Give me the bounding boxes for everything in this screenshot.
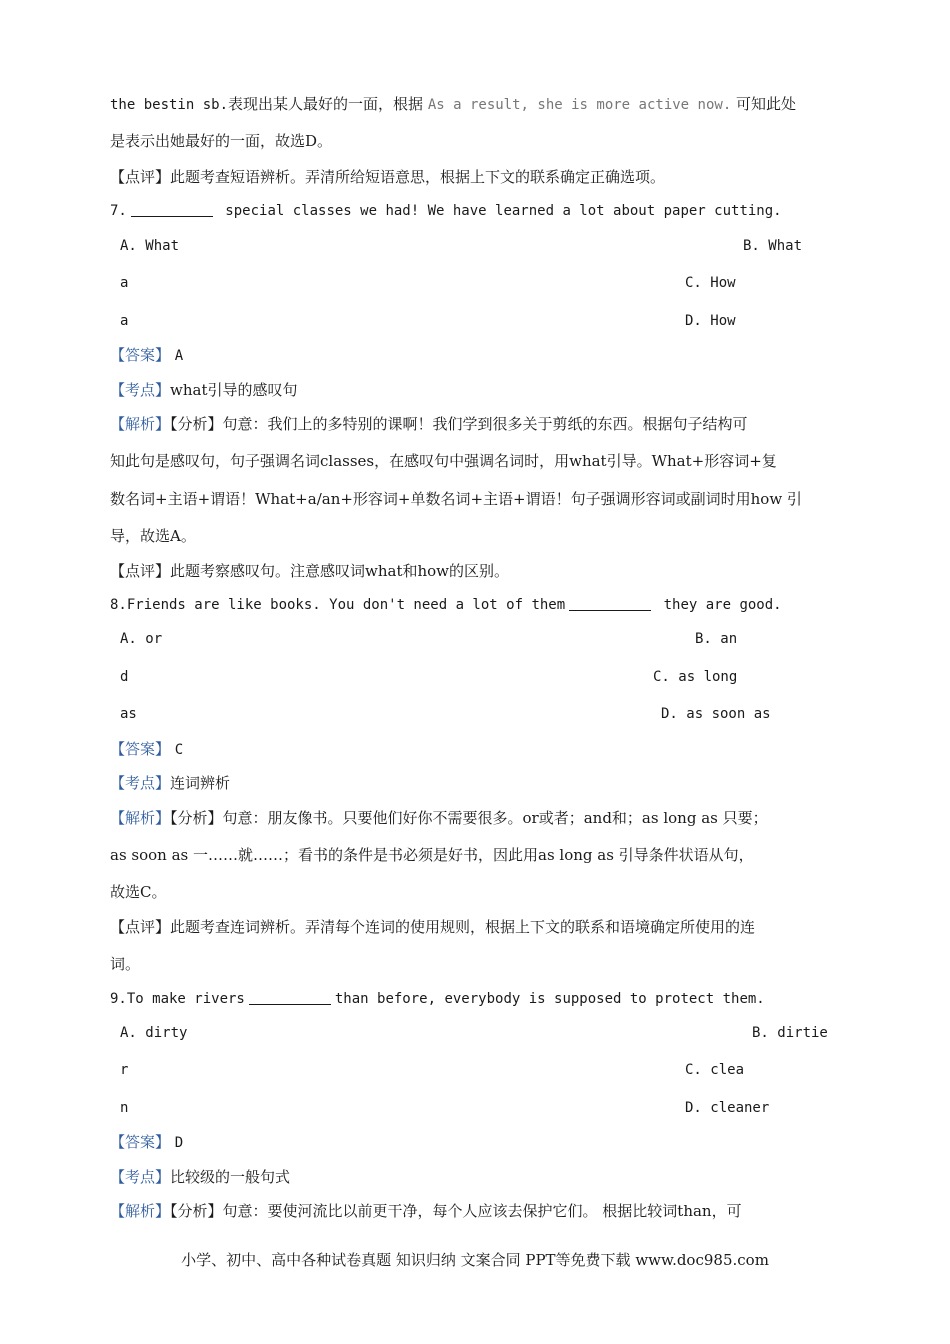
answer-line: 【答案】 C — [110, 740, 184, 758]
option-wrap: a — [120, 313, 129, 329]
option-wrap: r — [120, 1062, 129, 1078]
analysis-line: 故选C。 — [110, 883, 167, 901]
analysis-tag: 【解析】 — [110, 809, 171, 827]
analysis-line: 导，故选A。 — [110, 527, 196, 545]
page-footer: 小学、初中、高中各种试卷真题 知识归纳 文案合同 PPT等免费下载 www.doc985.com — [181, 1251, 769, 1269]
topic-tag: 【考点】 — [110, 774, 171, 792]
option-c: C. clea — [685, 1062, 745, 1078]
analysis-line: 【解析】【分析】句意：要使河流比以前更干净，每个人应该去保护它们。 根据比较词than，可 — [110, 1202, 742, 1220]
option-d: D. cleaner — [685, 1100, 770, 1116]
option-d: D. How — [685, 313, 736, 329]
comment-line: 词。 — [110, 955, 141, 973]
option-c: C. How — [685, 275, 736, 291]
analysis-tag: 【解析】 — [110, 1202, 171, 1220]
comment-line: 【点评】此题考查连词辨析。弄清每个连词的使用规则，根据上下文的联系和语境确定所使用的连 — [110, 918, 756, 936]
topic-line: 【考点】连词辨析 — [110, 774, 231, 792]
text-line: the bestin sb.表现出某人最好的一面，根据 As a result, she is more active now. 可知此处 — [110, 95, 797, 113]
analysis-tag: 【解析】 — [110, 415, 171, 433]
comment-tag: 【点评】 — [110, 562, 171, 580]
answer-blank — [131, 202, 213, 217]
answer-tag: 【答案】 — [110, 740, 171, 758]
analysis-line: 【解析】【分析】句意：我们上的多特别的课啊！我们学到很多关于剪纸的东西。根据句子结构可 — [110, 415, 748, 433]
option-a: A. What — [120, 238, 180, 254]
analysis-line: 数名词+主语+谓语！What+a/an+形容词+单数名词+主语+谓语！句子强调形容词或副词时用how 引 — [110, 490, 802, 508]
option-c: C. as long — [653, 669, 738, 685]
comment-line: 【点评】此题考查短语辨析。弄清所给短语意思，根据上下文的联系确定正确选项。 — [110, 168, 666, 186]
analysis-line: as soon as 一……就……；看书的条件是书必须是好书，因此用as long as 引导条件状语从句， — [110, 846, 754, 864]
topic-tag: 【考点】 — [110, 381, 171, 399]
option-b: B. dirtie — [752, 1025, 828, 1041]
answer-blank — [569, 596, 651, 611]
option-b: B. an — [695, 631, 738, 647]
option-a: A. dirty — [120, 1025, 188, 1041]
answer-blank — [249, 990, 331, 1005]
option-wrap: a — [120, 275, 129, 291]
topic-line: 【考点】比较级的一般句式 — [110, 1168, 291, 1186]
answer-tag: 【答案】 — [110, 346, 171, 364]
comment-tag: 【点评】 — [110, 918, 171, 936]
comment-tag: 【点评】 — [110, 168, 171, 186]
topic-tag: 【考点】 — [110, 1168, 171, 1186]
question-7: 7. special classes we had! We have learned a lot about paper cutting. — [110, 203, 782, 219]
analysis-line: 知此句是感叹句，句子强调名词classes，在感叹句中强调名词时，用what引导。What+形容词+复 — [110, 452, 777, 470]
option-wrap: n — [120, 1100, 129, 1116]
topic-line: 【考点】what引导的感叹句 — [110, 381, 298, 399]
answer-line: 【答案】 A — [110, 346, 184, 364]
question-8: 8.Friends are like books. You don't need a lot of them they are good. — [110, 597, 782, 613]
option-b: B. What — [743, 238, 803, 254]
option-d: D. as soon as — [661, 706, 771, 722]
answer-line: 【答案】 D — [110, 1133, 184, 1151]
text-line: 是表示出她最好的一面，故选D。 — [110, 132, 333, 150]
comment-line: 【点评】此题考察感叹句。注意感叹词what和how的区别。 — [110, 562, 510, 580]
question-9: 9.To make rivers than before, everybody is supposed to protect them. — [110, 991, 765, 1007]
option-wrap: d — [120, 669, 129, 685]
option-a: A. or — [120, 631, 163, 647]
option-wrap: as — [120, 706, 137, 722]
answer-tag: 【答案】 — [110, 1133, 171, 1151]
analysis-line: 【解析】【分析】句意：朋友像书。只要他们好你不需要很多。or或者；and和；as long as 只要； — [110, 809, 768, 827]
